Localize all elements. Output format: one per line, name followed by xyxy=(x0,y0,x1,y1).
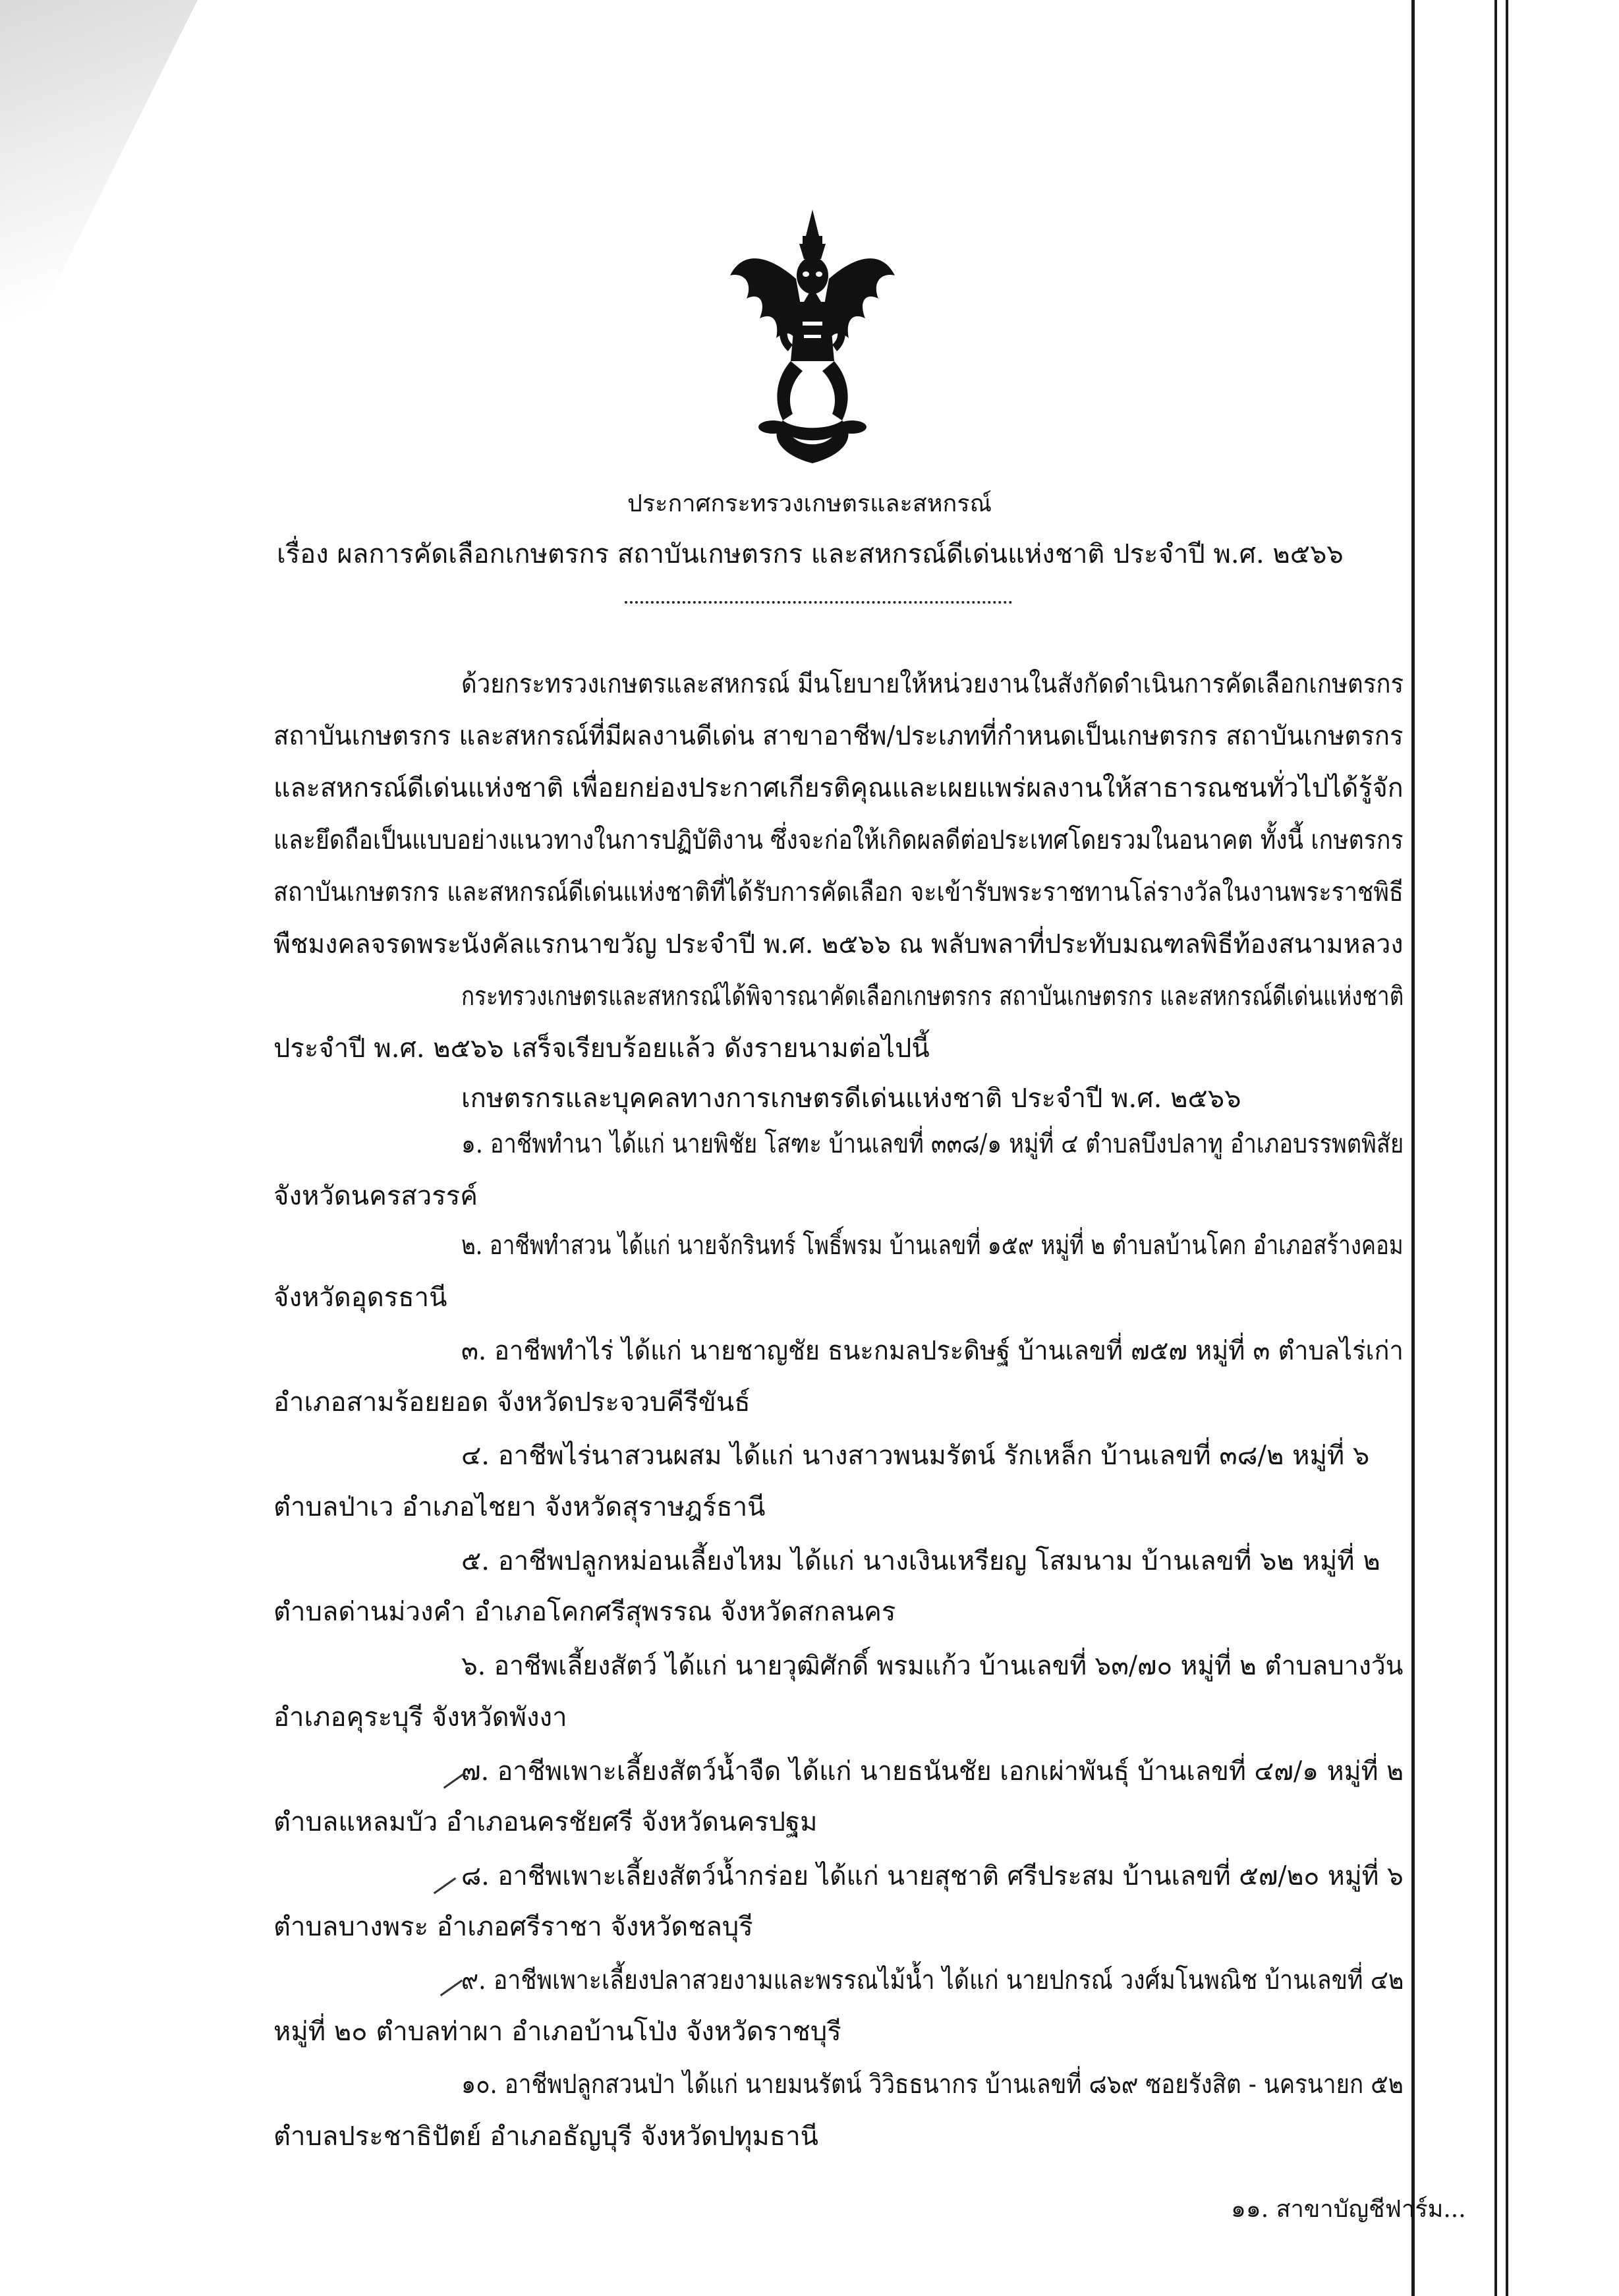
result-line: ประจำปี พ.ศ. ๒๕๖๖ เสร็จเรียบร้อยแล้ว ดังรายนามต่อไปนี้ xyxy=(273,1033,930,1064)
list-item: ๖. อาชีพเลี้ยงสัตว์ ได้แก่ นายวุฒิศักดิ์ พรมแก้ว บ้านเลขที่ ๖๓/๗๐ หมู่ที่ ๒ ตำบลบางวัน xyxy=(461,1651,1404,1681)
list-item: ๒. อาชีพทำสวน ได้แก่ นายจักรินทร์ โพธิ์พรม บ้านเลขที่ ๑๕๙ หมู่ที่ ๒ ตำบลบ้านโคก อำเภอสร้างคอม xyxy=(461,1230,1404,1261)
list-item: ๘. อาชีพเพาะเลี้ยงสัตว์น้ำกร่อย ได้แก่ นายสุชาติ ศรีประสม บ้านเลขที่ ๕๗/๒๐ หมู่ที่ ๖ xyxy=(461,1861,1404,1891)
scan-edge-line xyxy=(1494,0,1497,2296)
list-item-continuation: อำเภอสามร้อยยอด จังหวัดประจวบคีรีขันธ์ xyxy=(273,1387,751,1418)
list-item: ๕. อาชีพปลูกหม่อนเลี้ยงไหม ได้แก่ นางเงินเหรียญ โสมนาม บ้านเลขที่ ๖๒ หมู่ที่ ๒ xyxy=(461,1546,1380,1576)
list-item-continuation: ตำบลประชาธิปัตย์ อำเภอธัญบุรี จังหวัดปทุมธานี xyxy=(273,2121,818,2152)
list-item-continuation: ตำบลด่านม่วงคำ อำเภอโคกศรีสุพรรณ จังหวัดสกลนคร xyxy=(273,1597,896,1627)
list-item-continuation: ตำบลป่าเว อำเภอไชยา จังหวัดสุราษฎร์ธานี xyxy=(273,1492,766,1522)
list-item-continuation: อำเภอคุระบุรี จังหวัดพังงา xyxy=(273,1702,567,1733)
list-item: ๗. อาชีพเพาะเลี้ยงสัตว์น้ำจืด ได้แก่ นายธนันชัย เอกเผ่าพันธุ์ บ้านเลขที่ ๔๗/๑ หมู่ที่ ๒ xyxy=(461,1756,1404,1787)
result-line: กระทรวงเกษตรและสหกรณ์ได้พิจารณาคัดเลือกเกษตรกร สถาบันเกษตรกร และสหกรณ์ดีเด่นแห่งชาติ xyxy=(461,981,1404,1012)
list-item-continuation: ตำบลบางพระ อำเภอศรีราชา จังหวัดชลบุรี xyxy=(273,1912,753,1942)
scan-edge-line xyxy=(1506,0,1508,2296)
scan-fold-shadow xyxy=(0,0,198,395)
list-item-continuation: จังหวัดนครสวรรค์ xyxy=(273,1181,478,1211)
dotted-divider xyxy=(625,601,1012,604)
announcement-title: ประกาศกระทรวงเกษตรและสหกรณ์ xyxy=(627,490,992,517)
announcement-subject: เรื่อง ผลการคัดเลือกเกษตรกร สถาบันเกษตรกร และสหกรณ์ดีเด่นแห่งชาติ ประจำปี พ.ศ. ๒๕๖๖ xyxy=(277,539,1344,569)
intro-line: ด้วยกระทรวงเกษตรและสหกรณ์ มีนโยบายให้หน่วยงานในสังกัดดำเนินการคัดเลือกเกษตรกร xyxy=(461,669,1404,699)
list-item-continuation: ตำบลแหลมบัว อำเภอนครชัยศรี จังหวัดนครปฐม xyxy=(273,1807,818,1837)
page-continuation-note: ๑๑. สาขาบัญชีฟาร์ม... xyxy=(1231,2196,1466,2223)
garuda-emblem-icon xyxy=(730,210,895,463)
intro-line: และสหกรณ์ดีเด่นแห่งชาติ เพื่อยกย่องประกาศเกียรติคุณและเผยแพร่ผลงานให้สาธารณชนทั่วไปได้รู้จัก xyxy=(273,773,1404,803)
intro-line: และยึดถือเป็นแบบอย่างแนวทางในการปฏิบัติงาน ซึ่งจะก่อให้เกิดผลดีต่อประเทศโดยรวมในอนาคต ทั้งนี้ เกษตรกร xyxy=(273,825,1404,855)
list-item: ๔. อาชีพไร่นาสวนผสม ได้แก่ นางสาวพนมรัตน์ รักเหล็ก บ้านเลขที่ ๓๘/๒ หมู่ที่ ๖ xyxy=(461,1441,1370,1471)
section-heading: เกษตรกรและบุคคลทางการเกษตรดีเด่นแห่งชาติ ประจำปี พ.ศ. ๒๕๖๖ xyxy=(461,1083,1241,1114)
list-item: ๙. อาชีพเพาะเลี้ยงปลาสวยงามและพรรณไม้น้ำ ได้แก่ นายปกรณ์ วงศ์มโนพณิช บ้านเลขที่ ๔๒ xyxy=(461,1965,1404,1995)
list-item: ๑. อาชีพทำนา ได้แก่ นายพิชัย โสฑะ บ้านเลขที่ ๓๓๘/๑ หมู่ที่ ๔ ตำบลบึงปลาทู อำเภอบรรพตพิสัย xyxy=(461,1129,1404,1159)
handwritten-tick-mark xyxy=(434,1878,456,1894)
intro-line: สถาบันเกษตรกร และสหกรณ์ดีเด่นแห่งชาติที่ได้รับการคัดเลือก จะเข้ารับพระราชทานโล่รางวัลในงานพระราชพิธี xyxy=(273,877,1404,907)
list-item-continuation: หมู่ที่ ๒๐ ตำบลท่าผา อำเภอบ้านโป่ง จังหวัดราชบุรี xyxy=(273,2017,841,2047)
list-item: ๓. อาชีพทำไร่ ได้แก่ นายชาญชัย ธนะกมลประดิษฐ์ บ้านเลขที่ ๗๕๗ หมู่ที่ ๓ ตำบลไร่เก่า xyxy=(461,1336,1404,1366)
intro-line: สถาบันเกษตรกร และสหกรณ์ที่มีผลงานดีเด่น สาขาอาชีพ/ประเภทที่กำหนดเป็นเกษตรกร สถาบันเกษตรกร xyxy=(273,721,1404,751)
handwritten-tick-mark xyxy=(440,1980,463,1996)
intro-line: พืชมงคลจรดพระนังคัลแรกนาขวัญ ประจำปี พ.ศ. ๒๕๖๖ ณ พลับพลาที่ประทับมณฑลพิธีท้องสนามหลวง xyxy=(273,929,1404,960)
list-item-continuation: จังหวัดอุดรธานี xyxy=(273,1282,447,1313)
list-item: ๑๐. อาชีพปลูกสวนป่า ได้แก่ นายมนรัตน์ วิวิธธนากร บ้านเลขที่ ๘๖๙ ซอยรังสิต - นครนายก ๕๒ xyxy=(461,2069,1404,2100)
scan-edge-line xyxy=(1411,0,1415,2296)
